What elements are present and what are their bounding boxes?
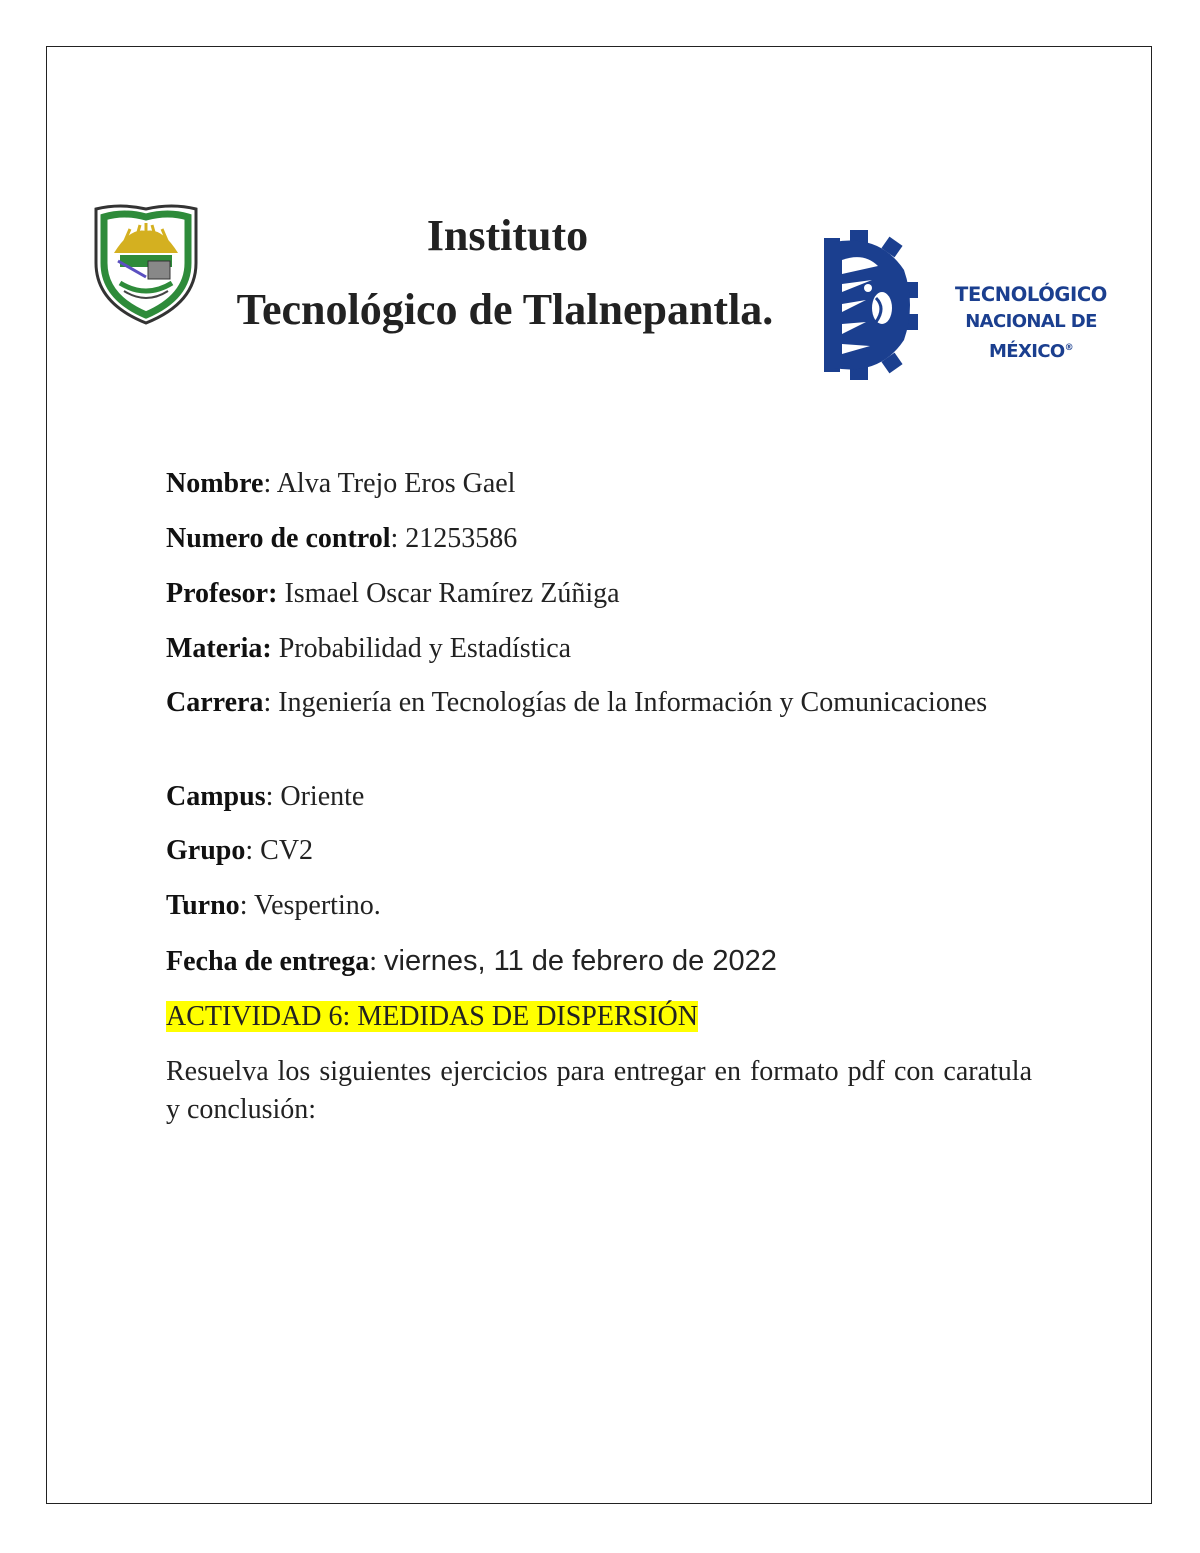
- tecnm-line-2: [926, 308, 1136, 365]
- activity-instructions: Resuelva los siguientes ejercicios para entregar en formato pdf con caratula y conclusión:: [166, 1056, 1032, 1125]
- activity-title: ACTIVIDAD 6: MEDIDAS DE DISPERSIÓN: [166, 1001, 698, 1032]
- profesor-value: Ismael Oscar Ramírez Zúñiga: [284, 578, 620, 609]
- tecnm-line-1: TECNOLÓGICO: [955, 283, 1107, 306]
- field-campus: Campus: Oriente: [166, 781, 365, 812]
- field-carrera: Carrera: Ingeniería en Tecnologías de la Información y Comunicaciones: [166, 687, 988, 718]
- page-border: [46, 46, 1152, 1504]
- registered-mark: ®: [1064, 343, 1074, 353]
- carrera-value: Ingeniería en Tecnologías de la Información y Comunicaciones: [278, 687, 988, 718]
- title-line-1: Instituto: [426, 211, 589, 260]
- field-nombre: Nombre: Alva Trejo Eros Gael: [166, 468, 516, 499]
- fecha-label: Fecha de entrega: [166, 946, 370, 977]
- tecnm-line-2-text: NACIONAL DE MÉXICO: [965, 311, 1097, 362]
- field-grupo: Grupo: CV2: [166, 835, 314, 866]
- tecnm-eagle-gear-icon: [820, 230, 920, 380]
- grupo-label: Grupo: [166, 835, 246, 866]
- nombre-value: Alva Trejo Eros Gael: [276, 468, 516, 499]
- field-control: Numero de control: 21253586: [166, 523, 518, 554]
- carrera-label: Carrera: [166, 687, 264, 718]
- nombre-label: Nombre: [166, 468, 264, 499]
- tecnm-wordmark: [926, 281, 1136, 365]
- materia-value: Probabilidad y Estadística: [278, 633, 572, 664]
- materia-label: Materia:: [166, 633, 272, 664]
- turno-label: Turno: [166, 890, 240, 921]
- profesor-label: Profesor:: [166, 578, 278, 609]
- turno-value: Vespertino.: [253, 890, 381, 921]
- fecha-value: viernes, 11 de febrero de 2022: [384, 945, 777, 977]
- title-line-2: Tecnológico de Tlalnepantla.: [236, 285, 774, 334]
- field-materia: [166, 630, 1032, 668]
- campus-value: Oriente: [280, 781, 365, 812]
- grupo-value: CV2: [260, 835, 314, 866]
- campus-label: Campus: [166, 781, 266, 812]
- control-value: 21253586: [405, 523, 518, 554]
- field-fecha: Fecha de entrega: viernes, 11 de febrero de 2022: [166, 945, 777, 977]
- field-turno: Turno: Vespertino.: [166, 890, 381, 921]
- field-profesor: [166, 575, 1032, 613]
- control-label: Numero de control: [166, 523, 391, 554]
- activity-title-line: [166, 998, 1032, 1036]
